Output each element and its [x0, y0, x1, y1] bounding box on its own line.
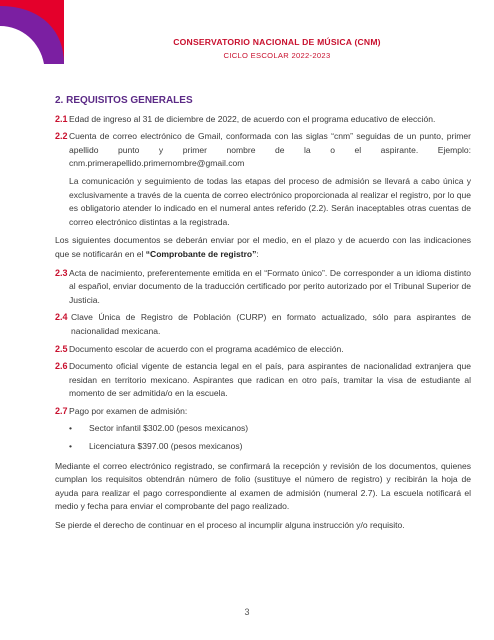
documents-intro-colon: :	[256, 248, 259, 259]
requirement-number: 2.7	[55, 405, 68, 416]
section-title: 2. REQUISITOS GENERALES	[55, 95, 193, 106]
fee-item	[69, 422, 471, 436]
requirement-number: 2.5	[55, 343, 68, 354]
page-number: 3	[244, 607, 250, 617]
fee-list	[69, 422, 471, 453]
institution-name: CONSERVATORIO NACIONAL DE MÚSICA (CNM)	[173, 37, 381, 47]
folio-paragraph: Mediante el correo electrónico registrado, se confirmará la recepción y revisión de los documentos, quienes cumplan los requisitos obtendrán número de folio (sustituye el número de registro) y recibirán la hoja de ayuda para realizar el pago correspondiente al examen de admisión (numeral 2.7). La escuela notificará el medio y fecha para enviar el comprobante del pago realizado.	[55, 460, 471, 512]
requirement-2-6	[55, 360, 471, 401]
fee-text: Licenciatura $397.00 (pesos mexicanos)	[89, 441, 243, 452]
corner-decoration	[0, 0, 64, 64]
requirement-number: 2.3	[55, 267, 68, 278]
requirement-text: Cuenta de correo electrónico de Gmail, conformada con las siglas “cnm” seguidas de un punto, primer apellido punto y primer nombre de la o el aspirante. Ejemplo: cnm.primerapellido.primernombre@gmail.com	[69, 131, 471, 169]
requirement-text: Edad de ingreso al 31 de diciembre de 2022, de acuerdo con el programa educativo de elección.	[69, 113, 436, 124]
document-body	[55, 94, 471, 538]
requirement-text: Pago por examen de admisión:	[69, 405, 188, 416]
document-header	[60, 37, 494, 60]
fee-item	[69, 440, 471, 454]
school-cycle: CICLO ESCOLAR 2022-2023	[223, 51, 331, 60]
fee-text: Sector infantil $302.00 (pesos mexicanos)	[89, 423, 249, 434]
requirement-2-4	[55, 311, 471, 338]
communication-paragraph: La comunicación y seguimiento de todas las etapas del proceso de admisión se llevará a cabo única y exclusivamente a través de la cuenta de correo electrónico proporcionada al realizar el registro, por lo que es obligatorio atender lo indicado en el numeral antes referido (2.2). Serán inaceptables otras cuentas de correo electrónico distintas a la registrada.	[69, 175, 471, 227]
requirement-text: Acta de nacimiento, preferentemente emitida en el “Formato único”. De corresponder a un idioma distinto al español, enviar documento de la traducción certificado por perito autorizado por el Tribunal Superior de Justicia.	[69, 267, 471, 305]
requirement-text: Documento escolar de acuerdo con el programa académico de elección.	[69, 343, 344, 354]
bullet-icon: •	[69, 423, 72, 434]
requirement-2-7	[55, 405, 471, 419]
requirement-2-3	[55, 267, 471, 308]
requirement-text: Clave Única de Registro de Población (CURP) en formato actualizado, sólo para aspirantes de nacionalidad mexicana.	[71, 312, 471, 336]
requirement-number: 2.1	[55, 113, 68, 124]
requirement-number: 2.2	[55, 131, 68, 142]
registration-receipt-label: “Comprobante de registro”	[145, 248, 257, 259]
requirement-number: 2.4	[55, 312, 68, 323]
requirement-2-2	[55, 130, 471, 171]
requirement-text: Documento oficial vigente de estancia legal en el país, para aspirantes de nacionalidad extranjera que residan en territorio mexicano. Aspirantes que radican en otro país, tramitar la visa de estudiante al momento de ser admitida/o en la escuela.	[69, 361, 471, 399]
requirement-2-1	[55, 113, 471, 127]
requirement-number: 2.6	[55, 361, 68, 372]
warning-paragraph: Se pierde el derecho de continuar en el proceso al incumplir alguna instrucción y/o requisito.	[55, 520, 405, 531]
requirement-2-5	[55, 343, 471, 357]
bullet-icon: •	[69, 441, 72, 452]
documents-intro-paragraph	[55, 234, 471, 261]
documents-intro-text: Los siguientes documentos se deberán enviar por el medio, en el plazo y de acuerdo con las indicaciones que se notificarán en el	[55, 235, 471, 259]
